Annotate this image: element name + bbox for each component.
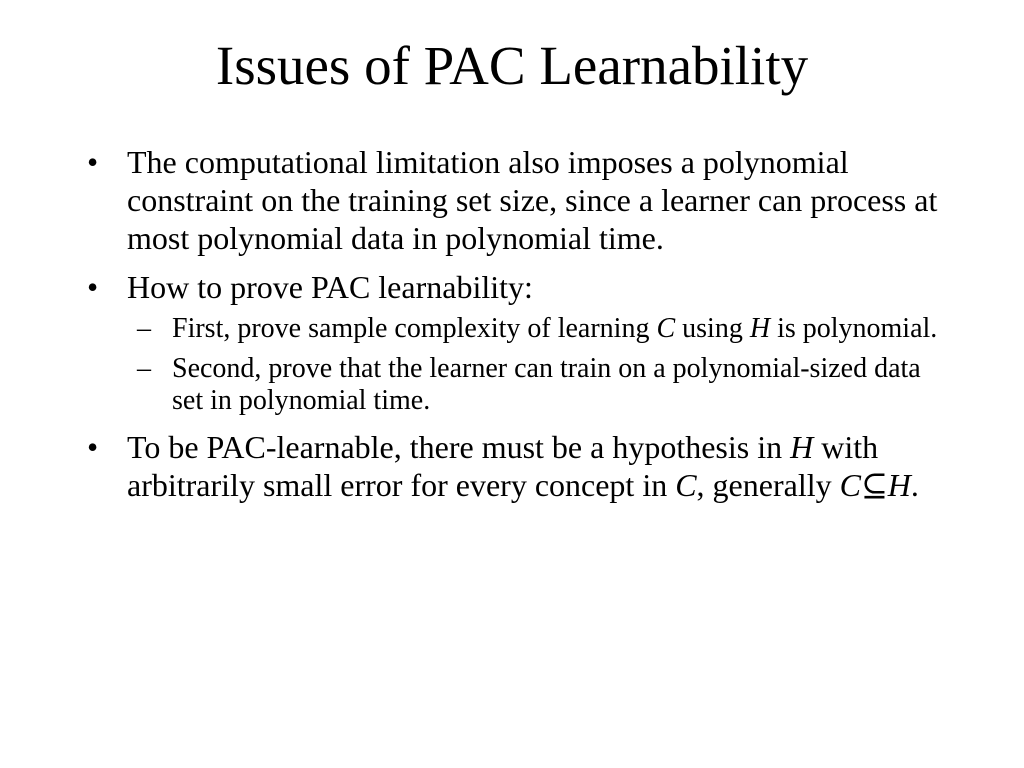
subset-symbol: ⊆ [860, 467, 888, 503]
sub-bullet-text-using: using [675, 313, 750, 344]
sub-bullet-item-2 [127, 353, 947, 417]
subset-expression-h: H [887, 467, 911, 503]
bullet-list [87, 143, 947, 515]
sub-bullet-marker: – [137, 313, 151, 344]
bullet-text: The computational limitation also imposes a polynomial constraint on the training set size, since a learner can process at most polynomial data in polynomial time. [127, 144, 938, 256]
bullet-marker: • [87, 144, 99, 180]
math-variable-c: C [675, 467, 697, 503]
sub-bullet-list [127, 313, 947, 417]
bullet-text-end: . [910, 467, 919, 503]
math-variable-c: C [656, 313, 676, 344]
sub-bullet-item-1 [127, 313, 947, 345]
bullet-text-generally: , generally [696, 467, 840, 503]
slide-title: Issues of PAC Learnability [215, 35, 809, 96]
bullet-item-3 [87, 428, 947, 504]
bullet-item-2 [87, 268, 947, 417]
bullet-text: How to prove PAC learnability: [127, 269, 533, 305]
subset-expression-c: C [839, 467, 861, 503]
math-variable-h: H [749, 313, 771, 344]
sub-bullet-text: Second, prove that the learner can train on a polynomial-sized data set in polynomial time. [172, 353, 921, 416]
bullet-text-start: To be PAC-learnable, there must be a hypothesis in [127, 429, 791, 465]
sub-bullet-marker: – [137, 353, 151, 384]
bullet-text-mid: with arbitrarily small error for every concept in [127, 429, 879, 503]
bullet-item-1 [87, 143, 947, 257]
bullet-marker: • [87, 429, 99, 465]
bullet-marker: • [87, 269, 99, 305]
sub-bullet-text-start: First, prove sample complexity of learning [172, 313, 657, 344]
sub-bullet-text-end: is polynomial. [770, 313, 938, 344]
math-variable-h: H [790, 429, 814, 465]
